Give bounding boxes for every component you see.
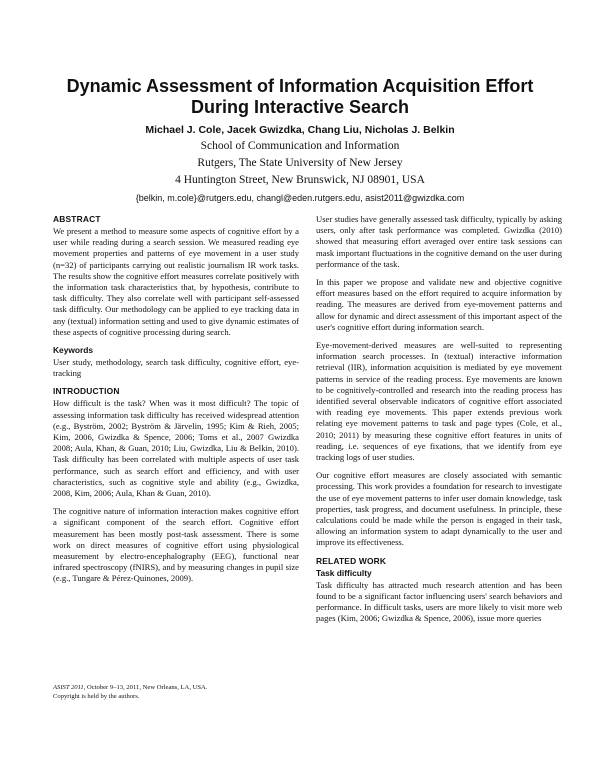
- left-column: [53, 214, 299, 592]
- right-paragraph-1: User studies have generally assessed task difficulty, typically by asking users, only after task performance was completed. Gwizdka (2010) showed that measuring effort averaged over entire task sessions can mask important fluctuations in the cognitive demand on the user during performance of the task.: [316, 214, 562, 269]
- author-list: Michael J. Cole, Jacek Gwizdka, Chang Liu, Nicholas J. Belkin: [145, 124, 455, 136]
- right-paragraph-3: Eye-movement-derived measures are well-suited to representing information search processes. In (textual) interactive information retrieval (IIR), information acquisition is mediated by eye movement patterns in service of the reading process. Eye movements are known to be cognitively-controlled and research into the reading process has identified several observable indicators of cognitive effort associated with reading eye movements. This paper extends previous work relating eye movement patterns to task and page types (Cole, et al., 2010; 2011) by measuring these cognitive effort features in units of reading, i.e. sequences of eye fixations, that we identify from eye tracking logs of user studies.: [316, 340, 562, 463]
- right-paragraph-4: Our cognitive effort measures are closely associated with semantic processing. This work provides a foundation for research to investigate the use of eye movement patterns to infer user domain knowledge, task properties, task progress, and document usefulness. In principle, these calculations could be made while the person is engaged in their task, allowing an information system to adapt dynamically to the user and improve its effectiveness.: [316, 470, 562, 548]
- author-emails: {belkin, m.cole}@rutgers.edu, changl@eden.rutgers.edu, asist2011@gwizdka.com: [135, 193, 465, 203]
- introduction-paragraph-2: The cognitive nature of information interaction makes cognitive effort a significant component of the search effort. Cognitive effort measurement has been mostly post-task assessment. There is some work on direct measures of cognitive effort using physiological measurement by electro-encephalography (EEG), functional near infrared spectroscopy (fNIRS), and by measuring changes in pupil size (e.g., Tungare & Pérez-Quinones, 2009).: [53, 506, 299, 584]
- introduction-paragraph-1: How difficult is the task? When was it most difficult? The topic of assessing information task difficulty has received widespread attention (e.g., Byström, 2002; Byström & Järvelin, 1995; Kim & Rieh, 2005; Kim, 2006, Gwizdka & Spence, 2006; Toms et al., 2007 Gwizdka 2008; Aula, Khan, & Guan, 2010; Liu, Gwizdka, Liu & Belkin, 2010). Task difficulty has been correlated with multiple aspects of user task performance, such as search effort and efficiency, and with user characteristics, such as cognitive style and ability (e.g., Gwizdka, 2008, Kim, 2006; Aula, Khan & Guan, 2010).: [53, 398, 299, 499]
- right-paragraph-2: In this paper we propose and validate new and objective cognitive effort measures based on the effort required to acquire information by reading. The measures are derived from eye-movement patterns and allow for dynamic and direct assessment of this important aspect of the user's cognitive effort during information search.: [316, 277, 562, 332]
- keywords-heading: Keywords: [53, 345, 94, 356]
- affiliation-school: School of Communication and Information: [200, 140, 400, 152]
- conference-footnote: [53, 684, 299, 701]
- related-work-heading: RELATED WORK: [316, 555, 387, 566]
- introduction-heading: INTRODUCTION: [53, 386, 120, 397]
- title-line-1: Dynamic Assessment of Information Acquisition Effort: [66, 76, 534, 96]
- paper-title: [40, 76, 560, 118]
- abstract-text: We present a method to measure some aspects of cognitive effort by a user while reading during a search session. We measured reading eye movement properties and patterns of eye movement in a user study (n=32) of participants carrying out realistic journalism IR work tasks. The results show the cognitive effort measures correlate positively with the information task characteristics that, by hypothesis, contribute to task difficulty. They also correlate well with participant self-assessed task difficulty. Our methodology can be applied to eye tracking data in any (textual) information setting and used to give dynamic estimates of these aspects of cognitive processing during search.: [53, 226, 299, 337]
- task-difficulty-text: Task difficulty has attracted much research attention and has been found to be a significant factor influencing users' search behaviors and performance. In difficult tasks, users are more likely to visit more web pages (Kim, 2006; Gwizdka & Spence, 2006), issue more queries: [316, 579, 562, 624]
- task-difficulty-heading: Task difficulty: [316, 567, 372, 578]
- copyright-line: Copyright is held by the authors.: [53, 692, 140, 700]
- affiliation-address: 4 Huntington Street, New Brunswick, NJ 08901, USA: [175, 174, 425, 186]
- conference-line: [53, 684, 299, 693]
- conference-details: , October 9–13, 2011, New Orleans, LA, USA.: [83, 684, 208, 691]
- conference-name: ASIST 2011: [53, 684, 84, 691]
- affiliation-university: Rutgers, The State University of New Jersey: [197, 157, 403, 169]
- keywords-text: User study, methodology, search task difficulty, cognitive effort, eye-tracking: [53, 357, 299, 379]
- right-column: [316, 214, 562, 632]
- abstract-heading: ABSTRACT: [53, 214, 101, 224]
- title-line-2: During Interactive Search: [190, 97, 410, 117]
